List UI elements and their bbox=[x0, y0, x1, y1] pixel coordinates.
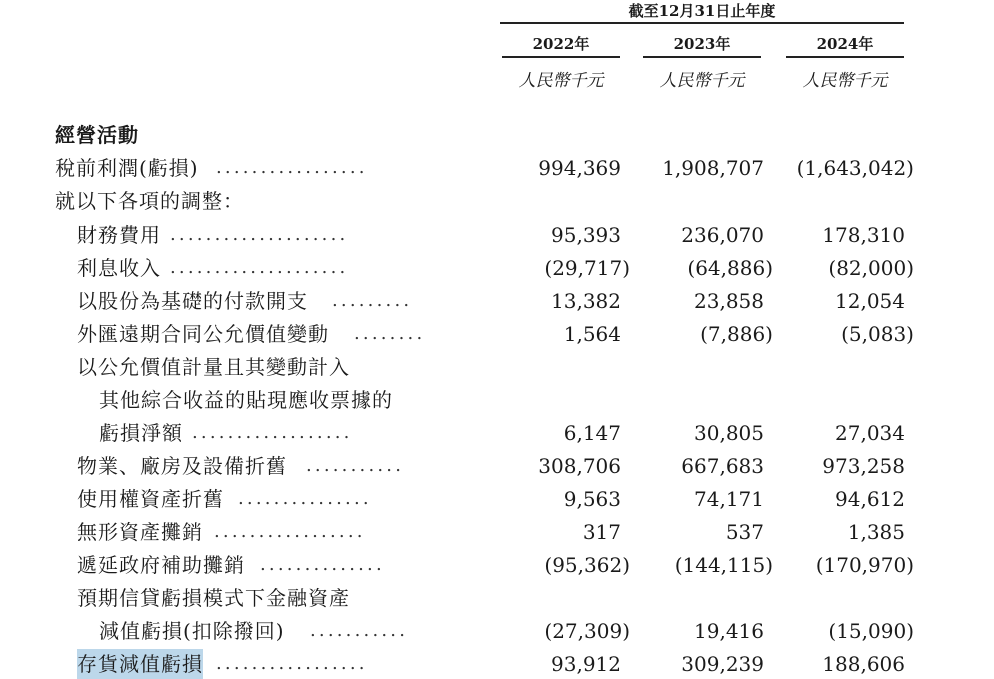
value-2023: 23,858 bbox=[694, 289, 764, 313]
leader-dots: ........... bbox=[310, 620, 409, 641]
year-2023-header: 2023年 bbox=[673, 35, 731, 53]
value-2023: 236,070 bbox=[681, 223, 764, 247]
table-row bbox=[0, 220, 994, 250]
row-label: 使用權資產折舊 bbox=[77, 487, 224, 511]
leader-dots: ........... bbox=[306, 455, 405, 476]
value-2022: 994,369 bbox=[538, 156, 621, 180]
row-label: 虧損淨額 bbox=[99, 421, 183, 445]
value-2022: (95,362) bbox=[544, 553, 630, 577]
value-2024: (15,090) bbox=[828, 619, 914, 643]
value-2023: (64,886) bbox=[687, 256, 773, 280]
value-2023: 309,239 bbox=[681, 652, 764, 676]
value-2024: 94,612 bbox=[835, 487, 905, 511]
value-2022: 6,147 bbox=[563, 421, 621, 445]
year-2024-header: 2024年 bbox=[816, 35, 874, 53]
value-2023: 19,416 bbox=[694, 619, 764, 643]
row-label: 物業、廠房及設備折舊 bbox=[77, 454, 287, 478]
section-title: 經營活動 bbox=[55, 123, 139, 147]
row-label: 以公允價值計量且其變動計入 bbox=[77, 355, 350, 379]
value-2024: (170,970) bbox=[815, 553, 914, 577]
table-row bbox=[0, 352, 994, 382]
leader-dots: .............. bbox=[260, 554, 385, 575]
row-label: 稅前利潤(虧損) bbox=[55, 156, 199, 180]
period-header: 截至12月31日止年度 bbox=[628, 2, 776, 20]
leader-dots: ................. bbox=[216, 157, 368, 178]
value-2022: 317 bbox=[582, 520, 621, 544]
table-row bbox=[0, 418, 994, 448]
value-2023: (7,886) bbox=[700, 322, 773, 346]
unit-2024: 人民幣千元 bbox=[802, 71, 888, 91]
value-2022: 95,393 bbox=[551, 223, 621, 247]
table-row bbox=[0, 319, 994, 349]
table-row bbox=[0, 253, 994, 283]
value-2024: (82,000) bbox=[828, 256, 914, 280]
table-row bbox=[0, 153, 994, 183]
table-row bbox=[0, 451, 994, 481]
leader-dots: ................. bbox=[214, 521, 366, 542]
row-label: 無形資產攤銷 bbox=[77, 520, 203, 544]
value-2023: 74,171 bbox=[694, 487, 764, 511]
leader-dots: ................. bbox=[216, 653, 368, 674]
section-row bbox=[0, 120, 994, 150]
value-2023: (144,115) bbox=[674, 553, 773, 577]
row-label: 就以下各項的調整： bbox=[55, 189, 244, 213]
row-label: 以股份為基礎的付款開支 bbox=[77, 289, 308, 313]
row-label: 預期信貸虧損模式下金融資產 bbox=[77, 586, 350, 610]
value-2023: 667,683 bbox=[681, 454, 764, 478]
value-2024: 973,258 bbox=[822, 454, 905, 478]
value-2022: (27,309) bbox=[544, 619, 630, 643]
value-2022: 9,563 bbox=[563, 487, 621, 511]
table-row bbox=[0, 649, 994, 679]
period-underline bbox=[500, 22, 904, 24]
value-2023: 1,908,707 bbox=[662, 156, 764, 180]
table-row bbox=[0, 484, 994, 514]
year-2023-underline bbox=[643, 56, 761, 58]
leader-dots: ............... bbox=[238, 488, 372, 509]
row-label: 遞延政府補助攤銷 bbox=[77, 553, 245, 577]
value-2024: 27,034 bbox=[835, 421, 905, 445]
year-2022-header: 2022年 bbox=[532, 35, 590, 53]
value-2023: 537 bbox=[725, 520, 764, 544]
table-row bbox=[0, 385, 994, 415]
row-label-highlighted: 存貨減值虧損 bbox=[77, 649, 203, 679]
table-row bbox=[0, 550, 994, 580]
leader-dots: ......... bbox=[332, 290, 413, 311]
row-label: 利息收入 bbox=[77, 256, 161, 280]
leader-dots: .................... bbox=[170, 257, 349, 278]
unit-2023: 人民幣千元 bbox=[659, 71, 745, 91]
leader-dots: .................. bbox=[192, 422, 353, 443]
table-row bbox=[0, 517, 994, 547]
value-2022: 1,564 bbox=[563, 322, 621, 346]
year-2022-underline bbox=[502, 56, 620, 58]
value-2022: (29,717) bbox=[544, 256, 630, 280]
unit-2022: 人民幣千元 bbox=[518, 71, 604, 91]
value-2022: 13,382 bbox=[551, 289, 621, 313]
table-row bbox=[0, 186, 994, 216]
row-label: 減值虧損(扣除撥回) bbox=[99, 619, 285, 643]
value-2024: (1,643,042) bbox=[796, 156, 914, 180]
row-label: 外匯遠期合同公允價值變動 bbox=[77, 322, 329, 346]
value-2022: 308,706 bbox=[538, 454, 621, 478]
row-label: 其他綜合收益的貼現應收票據的 bbox=[99, 388, 393, 412]
leader-dots: .................... bbox=[170, 224, 349, 245]
row-label: 財務費用 bbox=[77, 223, 161, 247]
table-row bbox=[0, 583, 994, 613]
table-row bbox=[0, 286, 994, 316]
leader-dots: ........ bbox=[354, 323, 426, 344]
table-row bbox=[0, 616, 994, 646]
value-2024: 12,054 bbox=[835, 289, 905, 313]
value-2024: 178,310 bbox=[822, 223, 905, 247]
year-2024-underline bbox=[786, 56, 904, 58]
value-2024: 1,385 bbox=[847, 520, 905, 544]
value-2024: 188,606 bbox=[822, 652, 905, 676]
value-2024: (5,083) bbox=[841, 322, 914, 346]
value-2022: 93,912 bbox=[551, 652, 621, 676]
value-2023: 30,805 bbox=[694, 421, 764, 445]
